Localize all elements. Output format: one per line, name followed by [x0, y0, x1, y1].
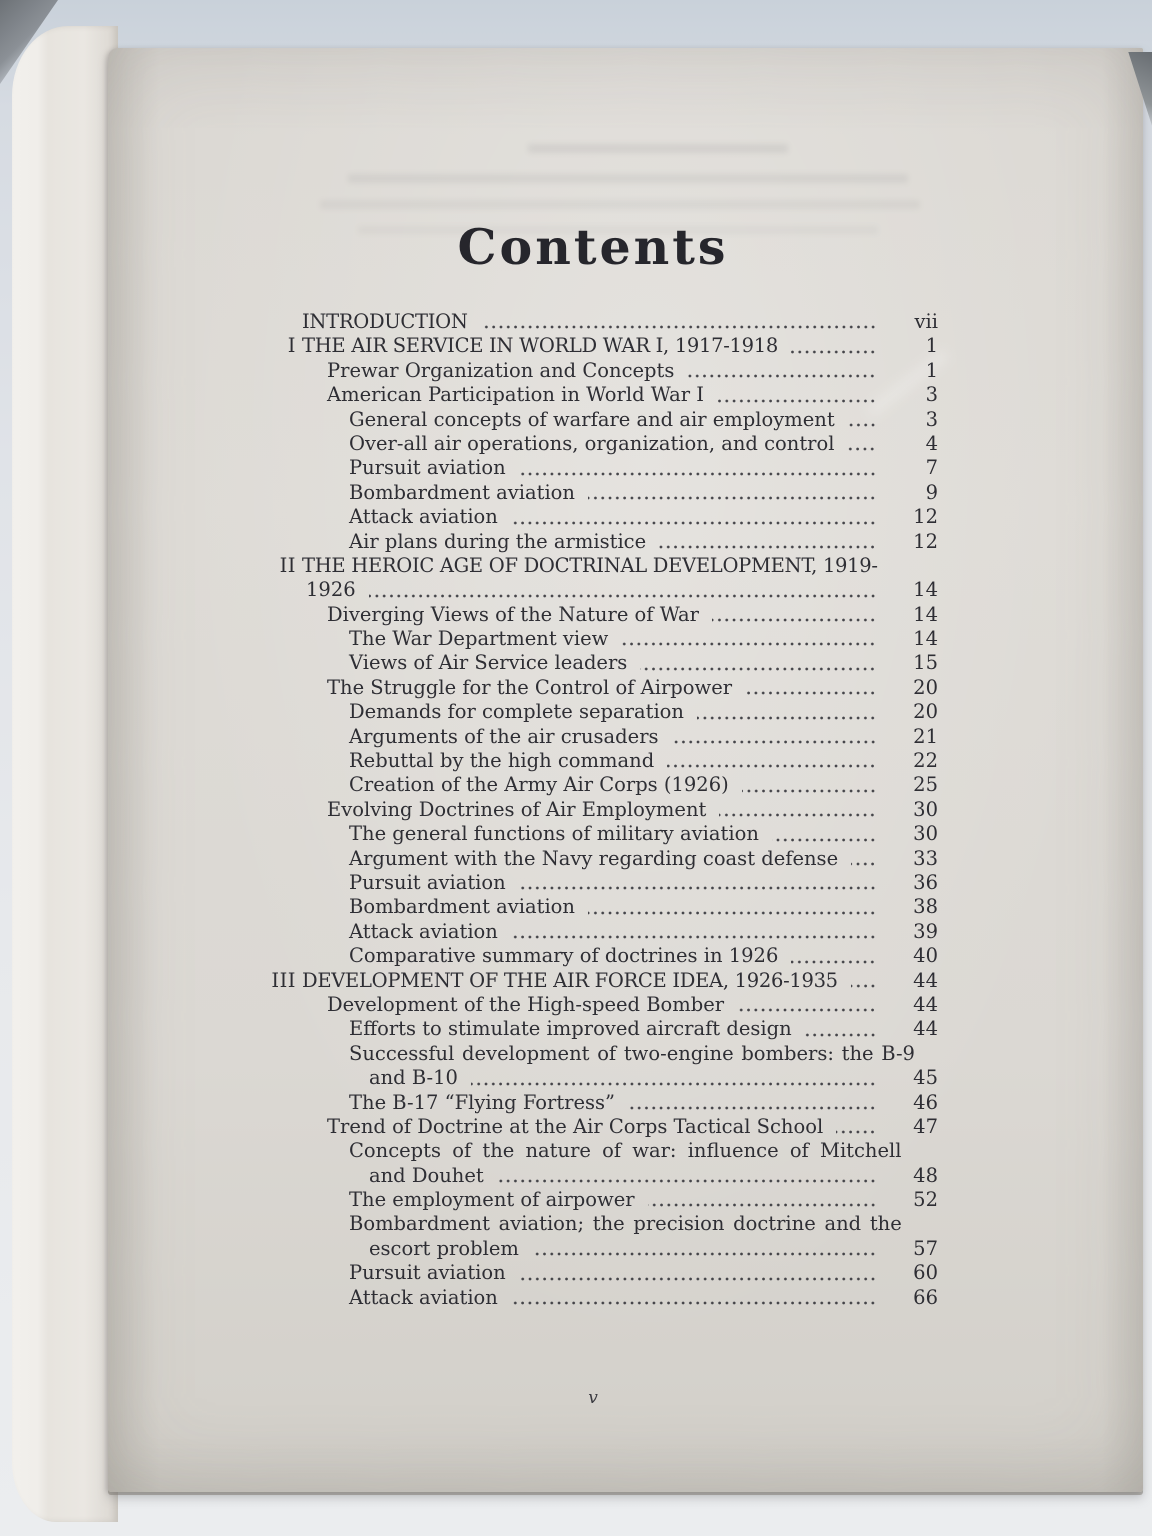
dot-leader — [628, 1106, 878, 1110]
folio-page-number: v — [588, 1388, 598, 1408]
toc-row — [250, 578, 938, 602]
toc-page-number: 44 — [913, 992, 938, 1016]
chapter-numeral — [250, 603, 296, 627]
dot-leader — [648, 1203, 878, 1207]
toc-page-number: 30 — [913, 797, 938, 821]
toc-entry-text: American Participation in World War I — [327, 383, 704, 407]
toc-row — [250, 1188, 938, 1212]
toc-row — [250, 1066, 938, 1090]
toc-page-number: 20 — [913, 675, 938, 699]
toc-page-number: vii — [914, 310, 938, 333]
dot-leader — [848, 423, 878, 427]
toc-page-number: 22 — [913, 749, 938, 773]
toc-entry-text: The War Department view — [349, 627, 609, 651]
dot-leader — [519, 472, 878, 476]
toc-entry-text: Development of the High-speed Bomber — [327, 992, 725, 1016]
dot-leader — [697, 716, 878, 720]
dot-leader — [511, 521, 878, 525]
dot-leader — [742, 789, 878, 793]
toc-row — [250, 1042, 938, 1066]
toc-entry-text: Rebuttal by the high command — [349, 749, 655, 773]
dot-leader — [532, 1252, 878, 1256]
toc-list — [250, 310, 938, 1310]
toc-row — [250, 481, 938, 505]
toc-row — [250, 773, 938, 797]
chapter-numeral — [250, 359, 296, 383]
dot-leader — [588, 496, 878, 500]
dot-leader — [667, 764, 878, 768]
chapter-numeral — [250, 822, 296, 846]
dot-leader — [791, 350, 878, 354]
toc-row — [250, 1017, 938, 1041]
chapter-numeral — [250, 773, 296, 797]
chapter-numeral — [250, 895, 296, 919]
toc-page-number — [938, 1042, 988, 1066]
dot-leader — [772, 838, 878, 842]
toc-page-number — [925, 1212, 975, 1236]
page-edge-strip — [12, 26, 118, 1522]
toc-row — [250, 554, 938, 578]
toc-entry-text: Prewar Organization and Concepts — [327, 358, 675, 382]
toc-page-number: 3 — [925, 407, 938, 431]
chapter-numeral — [250, 505, 296, 529]
toc-page-number: 40 — [913, 944, 938, 968]
toc-page-number: 45 — [913, 1066, 938, 1090]
dot-leader — [511, 1301, 878, 1305]
toc-entry-text: Bombardment aviation — [349, 895, 575, 919]
toc-row — [250, 530, 938, 554]
toc-row — [250, 627, 938, 651]
toc-page-number: 15 — [913, 651, 938, 675]
dot-leader — [588, 911, 878, 915]
chapter-numeral — [250, 725, 296, 749]
chapter-numeral — [250, 1261, 296, 1285]
chapter-numeral — [250, 456, 296, 480]
ghost-text — [348, 174, 908, 183]
chapter-numeral — [250, 530, 296, 554]
toc-page-number: 9 — [925, 480, 938, 504]
toc-page-number: 38 — [913, 895, 938, 919]
toc-page-number — [925, 1139, 975, 1163]
toc-row — [250, 456, 938, 480]
chapter-numeral — [250, 1212, 296, 1236]
toc-entry-text: Attack aviation — [349, 1285, 498, 1309]
toc-row — [250, 920, 938, 944]
dot-leader — [519, 1277, 878, 1281]
chapter-numeral — [250, 1139, 296, 1163]
dot-leader — [369, 594, 878, 598]
toc-page-number: 60 — [913, 1261, 938, 1285]
toc-entry-text: The employment of airpower — [349, 1188, 635, 1212]
toc-page-number: 44 — [913, 1017, 938, 1041]
dot-leader — [511, 935, 878, 939]
toc-page-number: 14 — [913, 602, 938, 626]
chapter-numeral — [250, 1237, 296, 1261]
toc-entry-text: Attack aviation — [349, 505, 498, 529]
dot-leader — [497, 1179, 878, 1183]
toc-page-number: 14 — [913, 627, 938, 651]
toc-row — [250, 969, 938, 993]
toc-entry-text: The B-17 “Flying Fortress” — [349, 1090, 616, 1114]
toc-entry-text: Pursuit aviation — [349, 1261, 506, 1285]
chapter-numeral: II — [279, 553, 296, 577]
toc-page-number: 1 — [925, 358, 938, 382]
toc-page-number: 25 — [913, 773, 938, 797]
toc-row — [250, 1237, 938, 1261]
toc-page-number: 1 — [925, 334, 938, 358]
toc-page-number: 46 — [913, 1090, 938, 1114]
toc-entry-text: escort problem — [369, 1236, 519, 1260]
toc-row — [250, 749, 938, 773]
toc-entry-text: Pursuit aviation — [349, 456, 506, 480]
chapter-numeral — [250, 1017, 296, 1041]
toc-entry-text: 1926 — [306, 578, 356, 602]
toc-entry-text: and B-10 — [369, 1066, 458, 1090]
chapter-numeral — [250, 798, 296, 822]
toc-row — [250, 822, 938, 846]
toc-entry-text: INTRODUCTION — [302, 310, 468, 333]
toc-entry-text: DEVELOPMENT OF THE AIR FORCE IDEA, 1926-1935 — [302, 968, 838, 992]
chapter-numeral — [250, 1188, 296, 1212]
chapter-numeral — [250, 700, 296, 724]
toc-row — [250, 1261, 938, 1285]
dot-leader — [672, 740, 878, 744]
chapter-numeral — [250, 944, 296, 968]
toc-entry-text: Comparative summary of doctrines in 1926 — [349, 944, 779, 968]
toc-entry-text: Air plans during the armistice — [349, 529, 647, 553]
toc-row — [250, 1212, 938, 1236]
toc-row — [250, 310, 938, 334]
toc-row — [250, 847, 938, 871]
dot-leader — [717, 399, 878, 403]
toc-entry-text: THE AIR SERVICE IN WORLD WAR I, 1917-1918 — [302, 334, 778, 358]
toc-entry-text: Demands for complete separation — [349, 700, 684, 724]
toc-page-number: 66 — [913, 1285, 938, 1309]
toc-page-number: 12 — [913, 505, 938, 529]
toc-entry-text: Efforts to stimulate improved aircraft design — [349, 1017, 792, 1041]
toc-page-number: 4 — [925, 431, 938, 455]
toc-entry-text: Pursuit aviation — [349, 870, 506, 894]
dot-leader — [745, 691, 878, 695]
chapter-numeral: III — [271, 968, 296, 992]
chapter-numeral — [250, 676, 296, 700]
dot-leader — [851, 984, 878, 988]
dot-leader — [719, 813, 878, 817]
toc-row — [250, 676, 938, 700]
toc-entry-text: The general functions of military aviation — [349, 822, 759, 846]
chapter-numeral — [250, 749, 296, 773]
dot-leader — [659, 545, 878, 549]
toc-page-number: 14 — [913, 578, 938, 602]
toc-row — [250, 408, 938, 432]
toc-entry-text: and Douhet — [369, 1163, 484, 1187]
toc-entry-text: Argument with the Navy regarding coast defense — [349, 846, 839, 870]
toc-row — [250, 383, 938, 407]
toc-page-number: 12 — [913, 529, 938, 553]
dot-leader — [481, 325, 878, 329]
toc-row — [250, 334, 938, 358]
dot-leader — [851, 862, 878, 866]
book-page — [108, 48, 1143, 1492]
toc-entry-text: Successful development of two-engine bombers: the B-9 — [349, 1041, 915, 1065]
chapter-numeral — [250, 578, 296, 602]
dot-leader — [791, 960, 878, 964]
chapter-numeral — [250, 627, 296, 651]
chapter-numeral — [250, 432, 296, 456]
toc-entry-text: Views of Air Service leaders — [349, 651, 628, 675]
toc-row — [250, 944, 938, 968]
dot-leader — [471, 1082, 878, 1086]
dot-leader — [712, 618, 878, 622]
toc-entry-text: Bombardment aviation; the precision doctrine and the — [349, 1212, 902, 1236]
dot-leader — [836, 1130, 878, 1134]
toc-entry-text: Evolving Doctrines of Air Employment — [327, 797, 707, 821]
toc-page-number: 33 — [913, 846, 938, 870]
dot-leader — [847, 447, 878, 451]
toc-row — [250, 895, 938, 919]
toc-entry-text: Arguments of the air crusaders — [349, 724, 659, 748]
dot-leader — [737, 1008, 878, 1012]
chapter-numeral — [250, 847, 296, 871]
toc-page-number: 7 — [925, 456, 938, 480]
toc-entry-text: Trend of Doctrine at the Air Corps Tactical School — [327, 1114, 824, 1138]
toc-page-number: 3 — [925, 383, 938, 407]
toc-page-number: 20 — [913, 700, 938, 724]
toc-row — [250, 1139, 938, 1163]
chapter-numeral — [250, 871, 296, 895]
toc-page-number — [901, 554, 951, 578]
dot-leader — [621, 642, 878, 646]
toc-entry-text: Bombardment aviation — [349, 480, 575, 504]
chapter-numeral — [250, 651, 296, 675]
toc-page-number: 47 — [913, 1114, 938, 1138]
ghost-text — [320, 200, 920, 209]
dot-leader — [519, 886, 878, 890]
chapter-numeral — [250, 1066, 296, 1090]
toc-row — [250, 1115, 938, 1139]
toc-entry-text: Concepts of the nature of war: influence of Mitchell — [349, 1139, 902, 1163]
toc-row — [250, 505, 938, 529]
chapter-numeral — [250, 1286, 296, 1310]
toc-row — [250, 432, 938, 456]
toc-row — [250, 993, 938, 1017]
toc-entry-text: Creation of the Army Air Corps (1926) — [349, 773, 729, 797]
toc-row — [250, 651, 938, 675]
toc-page-number: 39 — [913, 919, 938, 943]
toc-page-number: 21 — [913, 724, 938, 748]
dot-leader — [805, 1033, 878, 1037]
toc-entry-text: Diverging Views of the Nature of War — [327, 602, 700, 626]
toc-page-number: 52 — [913, 1188, 938, 1212]
chapter-numeral — [250, 1042, 296, 1066]
toc-entry-text: Attack aviation — [349, 919, 498, 943]
toc-row — [250, 700, 938, 724]
chapter-numeral — [250, 920, 296, 944]
toc-entry-text: Over-all air operations, organization, and control — [349, 431, 835, 455]
toc-entry-text: The Struggle for the Control of Airpower — [327, 675, 733, 699]
chapter-numeral — [250, 1091, 296, 1115]
toc-page-number: 36 — [913, 870, 938, 894]
toc-row — [250, 798, 938, 822]
toc-entry-text: THE HEROIC AGE OF DOCTRINAL DEVELOPMENT, 1919- — [302, 553, 878, 577]
chapter-numeral — [250, 481, 296, 505]
toc-page-number: 48 — [913, 1163, 938, 1187]
toc-row — [250, 603, 938, 627]
chapter-numeral: I — [287, 334, 296, 358]
chapter-numeral — [250, 310, 296, 334]
toc-page-number: 57 — [913, 1236, 938, 1260]
toc-page-number: 30 — [913, 822, 938, 846]
chapter-numeral — [250, 1115, 296, 1139]
dot-leader — [640, 667, 878, 671]
toc-row — [250, 1286, 938, 1310]
toc-row — [250, 359, 938, 383]
toc-entry-text: General concepts of warfare and air employment — [349, 407, 835, 431]
chapter-numeral — [250, 1164, 296, 1188]
dot-leader — [687, 374, 878, 378]
toc-row — [250, 871, 938, 895]
toc-page-number: 44 — [913, 968, 938, 992]
ghost-text — [528, 144, 788, 153]
chapter-numeral — [250, 408, 296, 432]
chapter-numeral — [250, 383, 296, 407]
chapter-numeral — [250, 993, 296, 1017]
page-title: Contents — [457, 218, 729, 276]
toc-row — [250, 1164, 938, 1188]
toc-row — [250, 725, 938, 749]
toc-row — [250, 1091, 938, 1115]
